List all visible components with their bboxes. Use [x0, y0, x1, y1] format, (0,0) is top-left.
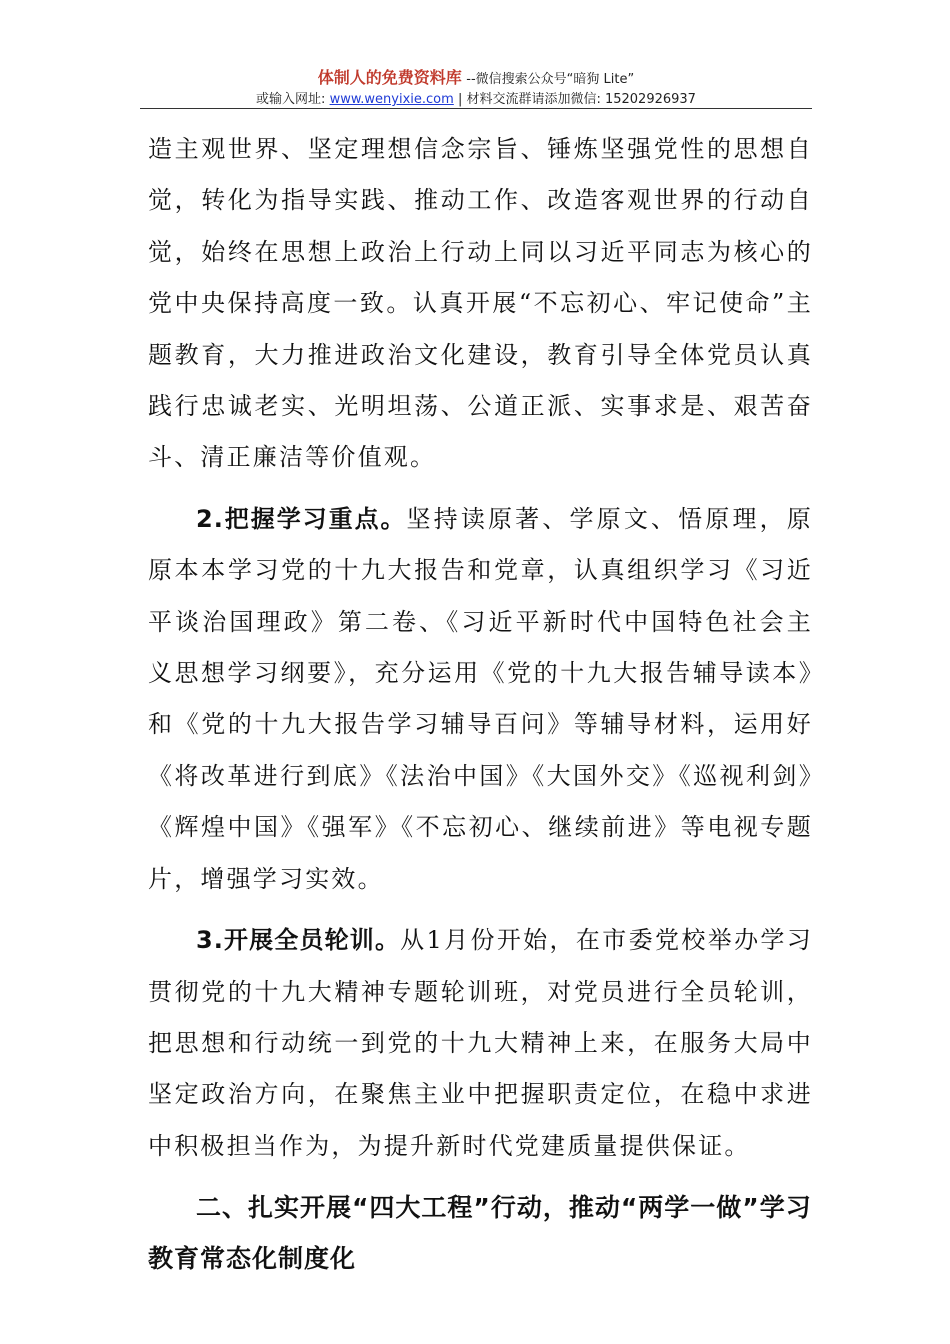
paragraph-2-lead: 2.把握学习重点。 [196, 504, 407, 533]
paragraph-3-lead: 3.开展全员轮训。 [196, 926, 401, 955]
paragraph-3-text: 从1月份开始，在市委党校举办学习贯彻党的十九大精神专题轮训班，对党员进行全员轮训，把思想和行动统一到党的十九大精神上来，在服务大局中坚定政治方向，在聚焦主业中把握职责定位，在稳中求进中积极担当作为，为提升新时代党建质量提供保证。 [148, 926, 813, 1160]
paragraph-2-text: 坚持读原著、学原文、悟原理，原原本本学习党的十九大报告和党章，认真组织学习《习近平谈治国理政》第二卷、《习近平新时代中国特色社会主义思想学习纲要》，充分运用《党的十九大报告辅导读本》和《党的十九大报告学习辅导百问》等辅导材料，运用好《将改革进行到底》《法治中国》《大国外交》《巡视利剑》《辉煌中国》《强军》《不忘初心、继续前进》等电视专题片，增强学习实效。 [148, 504, 813, 893]
page-header [140, 68, 812, 109]
brand-title: 体制人的免费资料库 [317, 68, 462, 87]
contact-info: | 材料交流群请添加微信: 15202926937 [457, 92, 696, 107]
paragraph-3 [148, 915, 813, 1172]
header-tagline: --微信搜索公众号“暗狗 Lite” [466, 72, 635, 87]
paragraph-1: 造主观世界、坚定理想信念宗旨、锤炼坚强党性的思想自觉，转化为指导实践、推动工作、改造客观世界的行动自觉，始终在思想上政治上行动上同以习近平同志为核心的党中央保持高度一致。认真开展“不忘初心、牢记使命”主题教育，大力推进政治文化建设，教育引导全体党员认真践行忠诚老实、光明坦荡、公道正派、实事求是、艰苦奋斗、清正廉洁等价值观。 [148, 135, 813, 472]
header-line-2 [140, 90, 812, 109]
section-heading: 二、扎实开展“四大工程”行动，推动“两学一做”学习教育常态化制度化 [148, 1193, 812, 1274]
header-divider [140, 108, 812, 109]
paragraph-2 [148, 494, 813, 905]
website-link[interactable]: www.wenyixie.com [329, 92, 454, 107]
document-body [148, 124, 813, 1284]
header-line-1 [140, 68, 812, 90]
url-prefix: 或输入网址: [256, 92, 326, 107]
